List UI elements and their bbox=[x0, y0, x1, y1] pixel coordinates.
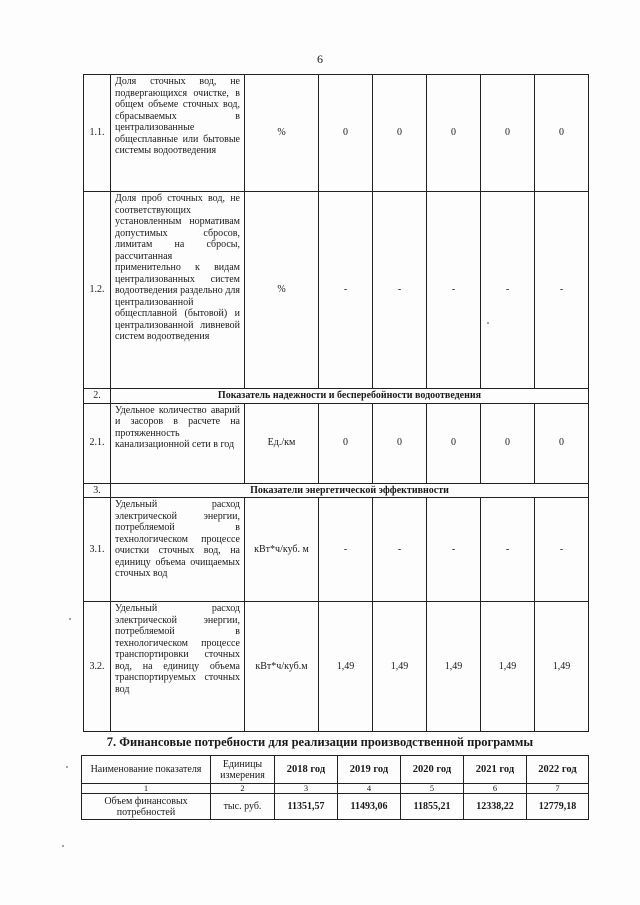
section-title: Показатель надежности и бесперебойности водоотведения bbox=[111, 389, 589, 404]
value-cell: 0 bbox=[373, 403, 427, 483]
scan-speck bbox=[66, 766, 68, 768]
value-cell: 0 bbox=[427, 403, 481, 483]
table-row bbox=[84, 498, 589, 602]
value-cell: - bbox=[373, 192, 427, 389]
value-cell: 0 bbox=[319, 75, 373, 192]
table-row bbox=[82, 794, 589, 820]
value-cell: - bbox=[535, 498, 589, 602]
amount-cell: 11855,21 bbox=[401, 794, 464, 820]
value-cell: 1,49 bbox=[535, 602, 589, 732]
scan-speck bbox=[487, 322, 489, 324]
page-number: 6 bbox=[317, 52, 323, 66]
value-cell: - bbox=[319, 498, 373, 602]
column-header: 2019 год bbox=[338, 756, 401, 784]
table-row bbox=[84, 192, 589, 389]
scan-speck bbox=[69, 618, 71, 620]
column-index: 2 bbox=[211, 784, 275, 794]
amount-cell: 11351,57 bbox=[275, 794, 338, 820]
financial-indicator-name: Объем финансовых потребностей bbox=[82, 794, 211, 820]
column-header: 2020 год bbox=[401, 756, 464, 784]
indicator-unit: Ед./км bbox=[245, 403, 319, 483]
value-cell: 0 bbox=[535, 403, 589, 483]
value-cell: 0 bbox=[535, 75, 589, 192]
column-index: 6 bbox=[464, 784, 527, 794]
column-index-row bbox=[82, 784, 589, 794]
value-cell: - bbox=[427, 498, 481, 602]
value-cell: 1,49 bbox=[319, 602, 373, 732]
value-cell: 1,49 bbox=[427, 602, 481, 732]
column-header: 2021 год bbox=[464, 756, 527, 784]
indicator-name: Удельное количество аварий и засоров в расчете на протяженность канализационной сети в год bbox=[111, 403, 245, 483]
value-cell: 1,49 bbox=[373, 602, 427, 732]
value-cell: 1,49 bbox=[481, 602, 535, 732]
row-number: 1.2. bbox=[84, 192, 111, 389]
section-number: 3. bbox=[84, 483, 111, 498]
column-header: Единицы измерения bbox=[211, 756, 275, 784]
value-cell: - bbox=[481, 498, 535, 602]
table-header-row bbox=[82, 756, 589, 784]
column-header: 2022 год bbox=[527, 756, 589, 784]
section-row bbox=[84, 483, 589, 498]
value-cell: 0 bbox=[373, 75, 427, 192]
financial-unit: тыс. руб. bbox=[211, 794, 275, 820]
table-row bbox=[84, 602, 589, 732]
row-number: 3.1. bbox=[84, 498, 111, 602]
value-cell: - bbox=[427, 192, 481, 389]
section-title: Показатели энергетической эффективности bbox=[111, 483, 589, 498]
table-row bbox=[84, 403, 589, 483]
value-cell: - bbox=[319, 192, 373, 389]
column-index: 5 bbox=[401, 784, 464, 794]
row-number: 1.1. bbox=[84, 75, 111, 192]
column-index: 3 bbox=[275, 784, 338, 794]
column-header: 2018 год bbox=[275, 756, 338, 784]
value-cell: 0 bbox=[319, 403, 373, 483]
financial-table bbox=[81, 755, 589, 820]
indicators-table bbox=[83, 74, 589, 732]
indicator-name: Доля сточных вод, не подвергающихся очистке, в общем объеме сточных вод, сбрасываемых в централизованные общесплавные или бытовые системы водоотведения bbox=[111, 75, 245, 192]
indicator-unit: % bbox=[245, 75, 319, 192]
indicator-name: Доля проб сточных вод, не соответствующих установленным нормативам допустимых сбросов, лимитам на сбросы, рассчитанная применительно к видам централизованных систем водоотведения раздельно для централизованной общесплавной (бытовой) и централизованной ливневой систем водоотведения bbox=[111, 192, 245, 389]
table-row bbox=[84, 75, 589, 192]
value-cell: - bbox=[373, 498, 427, 602]
value-cell: 0 bbox=[427, 75, 481, 192]
column-index: 4 bbox=[338, 784, 401, 794]
amount-cell: 12779,18 bbox=[527, 794, 589, 820]
financial-section-title: 7. Финансовые потребности для реализации производственной программы bbox=[106, 735, 534, 749]
column-header: Наименование показателя bbox=[82, 756, 211, 784]
indicator-name: Удельный расход электрической энергии, потребляемой в технологическом процессе очистки сточных вод, на единицу объема очищаемых сточных вод bbox=[111, 498, 245, 602]
section-number: 2. bbox=[84, 389, 111, 404]
indicator-unit: кВт*ч/куб. м bbox=[245, 498, 319, 602]
row-number: 3.2. bbox=[84, 602, 111, 732]
indicator-name: Удельный расход электрической энергии, потребляемой в технологическом процессе транспортировки сточных вод, на единицу объема транспортируемых сточных вод bbox=[111, 602, 245, 732]
row-number: 2.1. bbox=[84, 403, 111, 483]
value-cell: - bbox=[481, 192, 535, 389]
column-index: 7 bbox=[527, 784, 589, 794]
scan-speck bbox=[62, 845, 64, 847]
amount-cell: 11493,06 bbox=[338, 794, 401, 820]
indicator-unit: % bbox=[245, 192, 319, 389]
value-cell: 0 bbox=[481, 75, 535, 192]
amount-cell: 12338,22 bbox=[464, 794, 527, 820]
column-index: 1 bbox=[82, 784, 211, 794]
section-row bbox=[84, 389, 589, 404]
value-cell: - bbox=[535, 192, 589, 389]
value-cell: 0 bbox=[481, 403, 535, 483]
indicator-unit: кВт*ч/куб.м bbox=[245, 602, 319, 732]
